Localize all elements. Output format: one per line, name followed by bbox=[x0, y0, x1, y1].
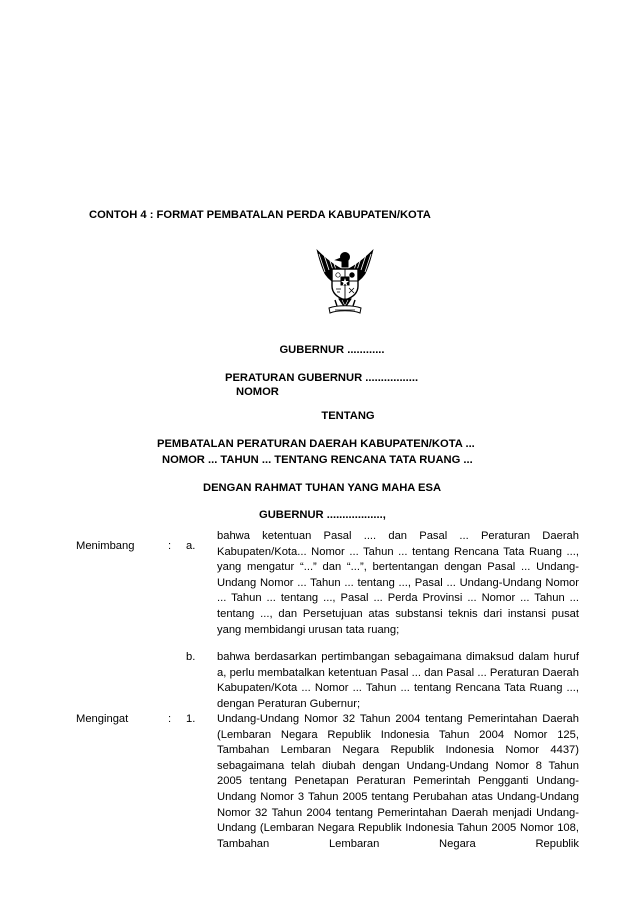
menimbang-item-a-text: bahwa ketentuan Pasal .... dan Pasal ... Peraturan Daerah Kabupaten/Kota... Nomor ... Tahun ... tentang Rencana Tata Ruang ..., yang mengatur “...” dan “...”, bertentangan dengan Pasal ... Undang-Undang Nomor ... Tahun ... tentang ..., Pasal ... Undang-Undang Nomor ... Tahun ... tentang ..., Pasal ... Perda Provinsi ... Nomor ... Tahun ... tentang ..., dan Persetujuan atas substansi teknis dari instansi pusat yang membidangi urusan tata ruang; bbox=[217, 530, 579, 636]
menimbang-item-b-marker: b. bbox=[186, 651, 196, 663]
mengingat-item-1-marker: 1. bbox=[186, 713, 196, 725]
subject-line-1: PEMBATALAN PERATURAN DAERAH KABUPATEN/KOTA ... bbox=[157, 438, 475, 450]
nomor-label: NOMOR bbox=[236, 386, 279, 398]
menimbang-label: Menimbang bbox=[76, 540, 135, 552]
peraturan-gubernur-title: PERATURAN GUBERNUR ................. bbox=[225, 372, 419, 384]
garuda-pancasila-emblem-icon bbox=[311, 248, 379, 318]
mengingat-colon: : bbox=[168, 713, 172, 725]
menimbang-colon: : bbox=[168, 540, 172, 552]
tentang-label: TENTANG bbox=[321, 410, 375, 422]
mengingat-item-1-text: Undang-Undang Nomor 32 Tahun 2004 tentang Pemerintahan Daerah (Lembaran Negara Republik Indonesia Tahun 2004 Nomor 125, Tambahan Lembaran Negara Republik Indonesia Nomor 4437) sebagaimana telah diubah dengan Undang-Undang Nomor 8 Tahun 2005 tentang Penetapan Peraturan Pemerintah Pengganti Undang-Undang Nomor 3 Tahun 2005 tentang Perubahan atas Undang-Undang Nomor 32 Tahun 2004 tentang Pemerintahan Daerah menjadi Undang-Undang (Lembaran Negara Republik Indonesia Tahun 2005 Nomor 108, Tambahan Lembaran Negara Republik bbox=[217, 713, 579, 850]
rahmat-line: DENGAN RAHMAT TUHAN YANG MAHA ESA bbox=[203, 482, 442, 494]
menimbang-item-b-text: bahwa berdasarkan pertimbangan sebagaimana dimaksud dalam huruf a, perlu membatalkan ketentuan Pasal ... dan Pasal ... Peraturan Daerah Kabupaten/Kota ... Nomor ... Tahun ... tentang Rencana Tata Ruang ..., dengan Peraturan Gubernur; bbox=[217, 651, 579, 710]
menimbang-item-a-marker: a. bbox=[186, 540, 196, 552]
mengingat-label: Mengingat bbox=[76, 713, 129, 725]
subject-line-2: NOMOR ... TAHUN ... TENTANG RENCANA TATA RUANG ... bbox=[162, 454, 473, 466]
document-heading: CONTOH 4 : FORMAT PEMBATALAN PERDA KABUPATEN/KOTA bbox=[89, 209, 431, 221]
gubernur-title: GUBERNUR ............ bbox=[279, 344, 385, 356]
gubernur-closing: GUBERNUR .................., bbox=[259, 509, 386, 521]
